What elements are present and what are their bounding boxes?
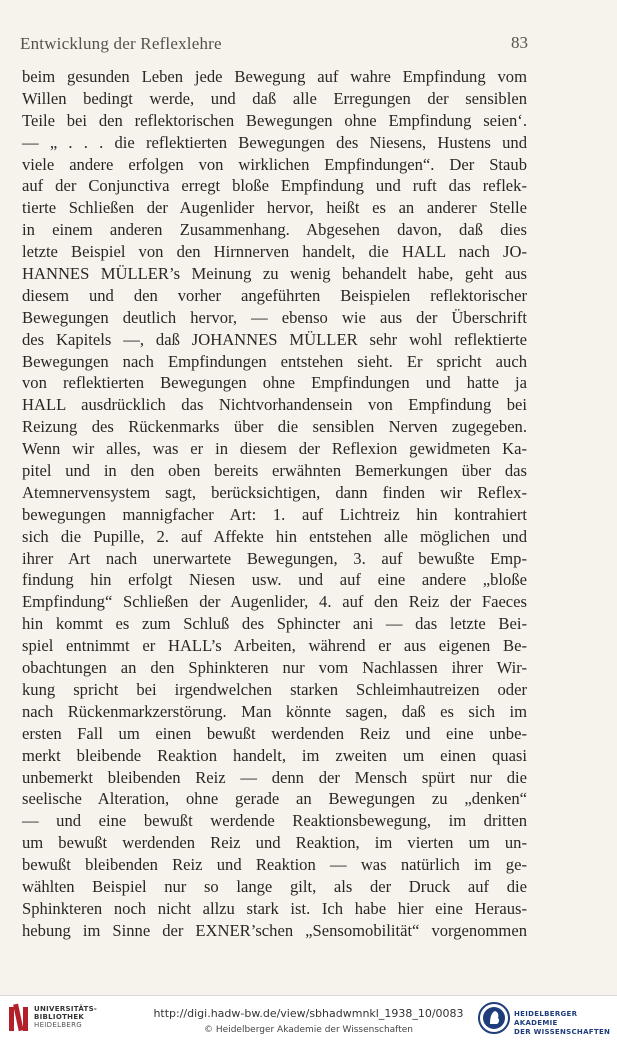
text-line: HALL ausdrücklich das Nichtvorhandensein von Empfindung bei — [22, 395, 527, 415]
text-line: bewußt bleibenden Reiz und Reaktion — was natürlich im ge- — [22, 855, 527, 875]
text-line: sich die Pupille, 2. auf Affekte hin entstehen alle möglichen und — [22, 526, 527, 546]
text-line: kung spricht bei irgendwelchen starken Schleimhautreizen oder — [22, 679, 527, 699]
page-number: 83 — [511, 33, 528, 52]
text-line: seelische Alteration, ohne gerade an Bewegungen zu „denken“ — [22, 789, 527, 809]
academy-name: HEIDELBERGER AKADEMIE DER WISSENSCHAFTEN — [514, 1010, 611, 1036]
text-line: des Kapitels —, daß JOHANNES MÜLLER sehr wohl reflektierte — [22, 329, 527, 349]
copyright-notice: © Heidelberger Akademie der Wissenschaften — [204, 1025, 413, 1035]
text-line: ersten Fall um einen bewußt werdenden Reiz und eine unbe- — [22, 723, 527, 743]
text-line: Bewegungen nach Empfindungen entstehen sieht. Er spricht auch — [22, 351, 527, 371]
text-line: in einem anderen Zusammenhang. Abgesehen davon, daß dies — [22, 220, 527, 240]
text-line: Willen bedingt werde, und daß alle Erregungen der sensiblen — [22, 88, 527, 108]
permalink-url[interactable]: http://digi.hadw-bw.de/view/sbhadwmnkl_1938_10/0083 — [153, 1007, 464, 1020]
text-line: diesem und den vorher angeführten Beispielen reflektorischer — [22, 285, 527, 305]
text-line: — und eine bewußt werdende Reaktionsbewegung, im dritten — [22, 811, 527, 831]
text-line: beim gesunden Leben jede Bewegung auf wahre Empfindung vom — [22, 67, 527, 86]
body-text — [22, 66, 527, 942]
text-line: Atemnervensystem sagt, berücksichtigen, dann finden wir Reflex- — [22, 482, 527, 502]
text-line: viele andere erfolgen von wirklichen Empfindungen“. Der Staub — [22, 154, 527, 174]
text-line: spiel entnimmt er HALL’s Arbeiten, während er aus eigenen Be- — [22, 636, 527, 656]
text-line: von reflektierten Bewegungen ohne Empfindungen und hatte ja — [22, 373, 527, 393]
text-line: unbemerkt bleibenden Reiz — denn der Mensch spürt nur die — [22, 767, 527, 787]
university-library-name: UNIVERSITÄTS- BIBLIOTHEK HEIDELBERG — [34, 1005, 98, 1029]
text-line: findung hin erfolgt Niesen usw. und auf eine andere „bloße — [22, 570, 527, 590]
text-line: Bewegungen deutlich hervor, — ebenso wie aus der Überschrift — [22, 307, 527, 327]
running-title: Entwicklung der Reflexlehre — [20, 34, 222, 53]
text-line: um bewußt werdenden Reiz und Reaktion, im vierten um un- — [22, 833, 527, 853]
text-line: auf der Conjunctiva erregt bloße Empfindung und ruft das reflek- — [22, 176, 527, 196]
text-line: obachtungen an den Sphinkteren nur vom Nachlassen ihrer Wir- — [22, 658, 527, 678]
text-line: — „ . . . die reflektierten Bewegungen des Niesens, Hustens und — [22, 132, 527, 152]
academy-seal-icon — [478, 1002, 510, 1034]
text-line: nach Rückenmarkzerstörung. Man könnte sagen, daß es sich im — [22, 701, 527, 721]
text-line: Reizung des Rückenmarks über die sensiblen Nerven zugegeben. — [22, 417, 527, 437]
viewer-footer — [0, 995, 617, 1042]
text-line: Wenn wir alles, was er in diesem der Reflexion gewidmeten Ka- — [22, 439, 527, 459]
text-line: merkt bleibende Reaktion handelt, im zweiten um einen quasi — [22, 745, 527, 765]
text-line: bewegungen mannigfacher Art: 1. auf Lichtreiz hin kontrahiert — [22, 504, 527, 524]
text-line: ihrer Art nach unerwartete Bewegungen, 3. auf bewußte Emp- — [22, 548, 527, 568]
text-line: Sphinkteren noch nicht allzu stark ist. Ich habe hier eine Heraus- — [22, 898, 527, 918]
text-line: wählten Beispiel nur so lange gilt, als der Druck auf die — [22, 876, 527, 896]
text-line: letzte Beispiel von den Hirnnerven handelt, die HALL nach JO- — [22, 242, 527, 262]
text-line: Teile bei den reflektorischen Bewegungen ohne Empfindung seien‘. — [22, 110, 527, 130]
text-line: HANNES MÜLLER’s Meinung zu wenig behandelt habe, geht aus — [22, 264, 527, 284]
text-line: pitel und in den oben bereits erwähnten Bemerkungen über das — [22, 461, 527, 481]
text-line: hin kommt es zum Schluß des Sphincter ani — das letzte Bei- — [22, 614, 527, 634]
text-line: Empfindung“ Schließen der Augenlider, 4. auf den Reiz der Faeces — [22, 592, 527, 612]
text-line: hebung im Sinne der EXNER’schen „Sensomobilität“ vorgenommen — [22, 920, 527, 940]
text-line: tierte Schließen der Augenlider hervor, heißt es an anderer Stelle — [22, 198, 527, 218]
